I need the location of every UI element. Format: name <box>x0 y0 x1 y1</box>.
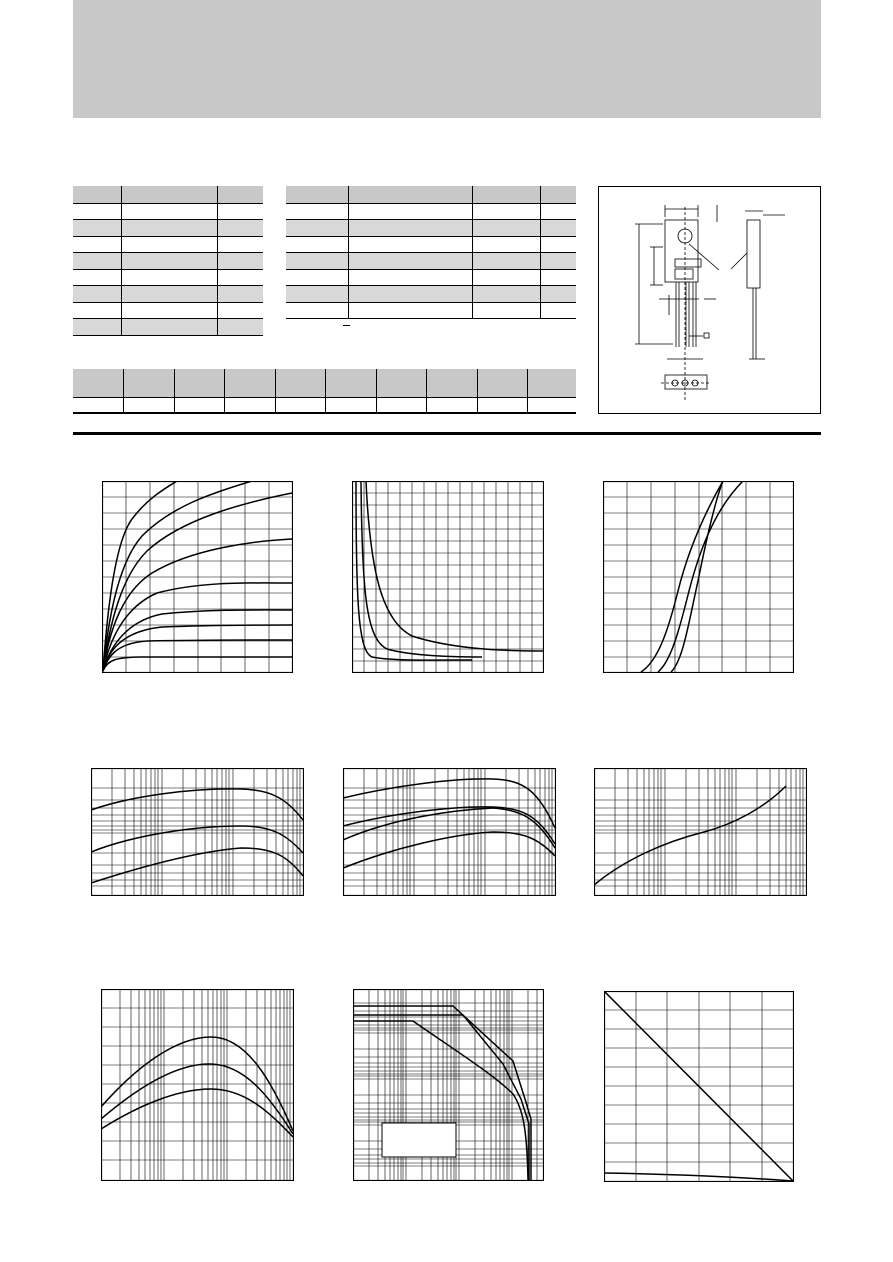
log-characteristic-chart <box>594 768 807 896</box>
output-characteristics-chart <box>102 481 293 673</box>
power-derating-chart <box>604 991 794 1182</box>
dc-current-gain-chart-1 <box>91 768 304 896</box>
overline-mark <box>343 325 350 326</box>
header-band <box>73 0 821 118</box>
characteristics-table <box>286 186 576 319</box>
package-outline-box <box>598 186 821 414</box>
transfer-characteristics-chart <box>603 481 794 673</box>
dc-current-gain-chart-2 <box>343 768 556 896</box>
package-outline-drawing <box>599 187 820 413</box>
saturation-voltage-chart <box>352 481 544 673</box>
classification-table <box>73 369 576 413</box>
legend-box <box>382 1123 456 1157</box>
safe-operating-area-chart <box>353 989 544 1181</box>
cutoff-frequency-chart <box>101 989 294 1181</box>
ratings-table-left <box>73 186 263 336</box>
classification-table-bottom-rule <box>73 412 576 414</box>
section-divider-rule <box>73 432 821 435</box>
